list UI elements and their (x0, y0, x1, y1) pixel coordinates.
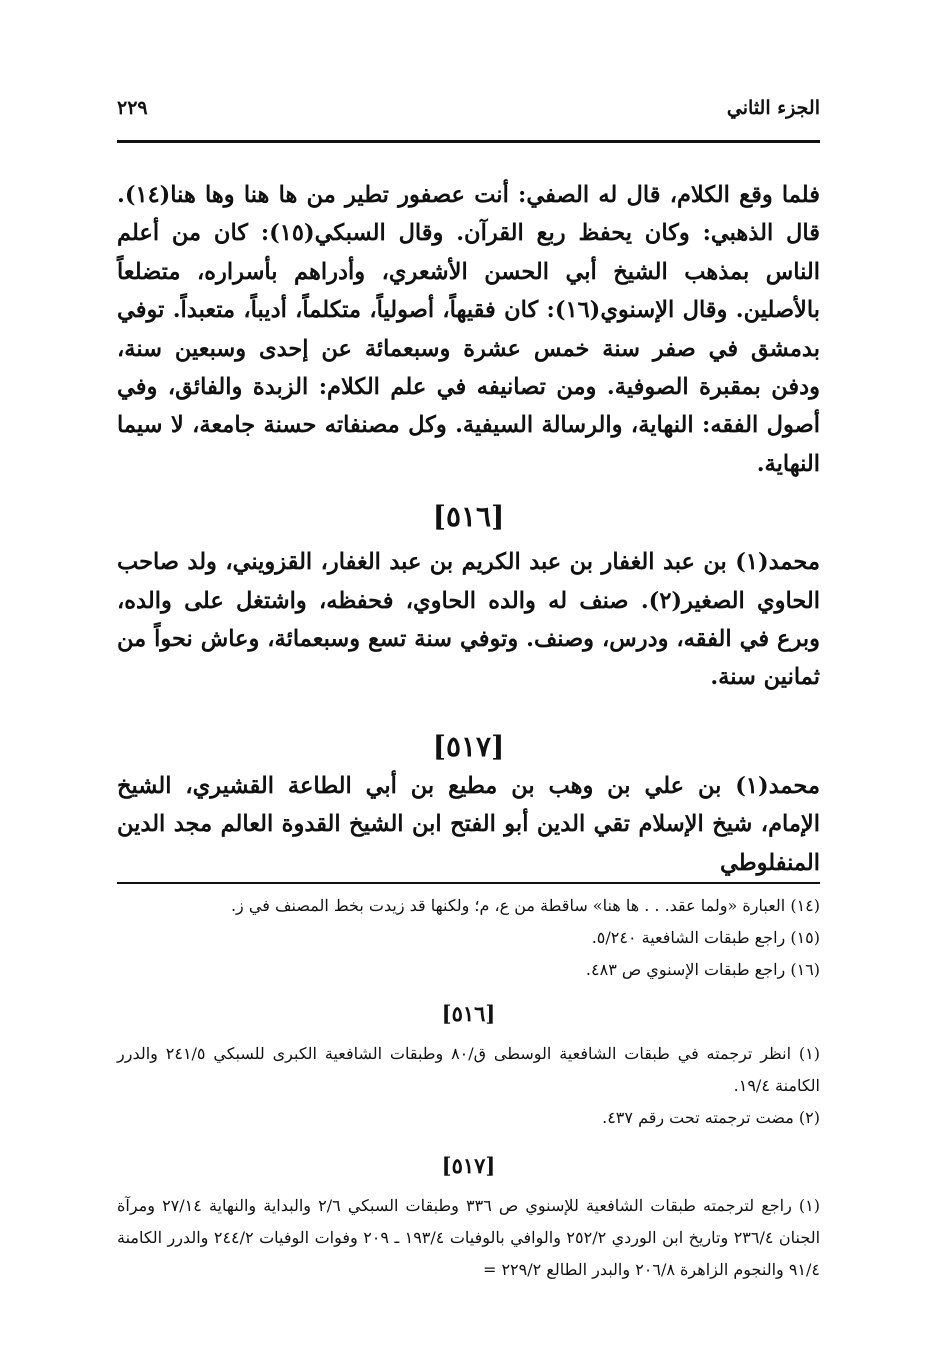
entry-516-text: محمد(١) بن عبد الغفار بن عبد الكريم بن عبد الغفار، القزويني، ولد صاحب الحاوي الصغير(٢). صنف له والده الحاوي، فحفظه، واشتغل على والده، وبرع في الفقه، ودرس، وصنف. وتوفي سنة تسع وسبعمائة، وعاش نحواً من ثمانين سنة. (117, 549, 820, 691)
footnote-516-2: (٢) مضت ترجمته تحت رقم ٤٣٧. (602, 1108, 820, 1127)
footnote-title-517: [٥١٧] (441, 1153, 496, 1178)
footnotes (117, 890, 820, 1286)
entry-516-title: [٥١٦] (432, 500, 505, 534)
footnote-title-516: [٥١٦] (441, 1001, 496, 1026)
entry-517-title: [٥١٧] (432, 729, 505, 763)
footnote-16: (١٦) راجع طبقات الإسنوي ص ٤٨٣. (585, 960, 820, 979)
footnote-517-1: (١) راجع لترجمته طبقات الشافعية للإسنوي ص ٣٣٦ وطبقات السبكي ٢/٦ والبداية والنهاية ٢٧/١٤ ومرآة الجنان ٢٣٦/٤ وتاريخ ابن الوردي ٢٥٢/٢ والوافي بالوفيات ١٩٣/٤ ـ ٢٠٩ وفوات الوفيات ٢٤٤/٢ والدرر الكامنة ٩١/٤ والنجوم الزاهرة ٢٠٦/٨ والبدر الطالع ٢٢٩/٢ = (117, 1196, 821, 1279)
book-page (117, 78, 820, 1318)
footnote-516-1: (١) انظر ترجمته في طبقات الشافعية الوسطى ق/٨٠ وطبقات الشافعية الكبرى للسبكي ٢٤١/٥ والدرر الكامنة ١٩/٤. (117, 1044, 821, 1095)
footnote-15: (١٥) راجع طبقات الشافعية ٥/٢٤٠. (591, 928, 820, 947)
main-text (117, 176, 820, 882)
page-header (117, 78, 820, 138)
running-title: الجزء الثاني (726, 97, 820, 119)
entry-517-text: محمد(١) بن علي بن وهب بن مطيع بن أبي الطاعة القشيري، الشيخ الإمام، شيخ الإسلام تقي الدين أبو الفتح ابن الشيخ القدوة العالم مجد الدين المنفلوطي (117, 772, 820, 876)
paragraph-continuation: فلما وقع الكلام، قال له الصفي: أنت عصفور تطير من ها هنا وها هنا(١٤). قال الذهبي: وكان يحفظ ربع القرآن. وقال السبكي(١٥): كان من أعلم الناس بمذهب الشيخ أبي الحسن الأشعري، وأدراهم بأسراره، متضلعاً بالأصلين. وقال الإسنوي(١٦): كان فقيهاً، أصولياً، متكلماً، أديباً، متعبداً. توفي بدمشق في صفر سنة خمس عشرة وسبعمائة عن إحدى وسبعين سنة، ودفن بمقبرة الصوفية. ومن تصانيفه في علم الكلام: الزبدة والفائق، وفي أصول الفقه: النهاية، والرسالة السيفية. وكل مصنفاته حسنة جامعة، لا سيما النهاية. (117, 182, 820, 477)
header-rule (117, 140, 820, 143)
page-number: ٢٢٩ (117, 97, 148, 119)
footnote-rule (117, 882, 820, 884)
footnote-14: (١٤) العبارة «ولما عقد. . . ها هنا» ساقطة من ع، م؛ ولكنها قد زيدت بخط المصنف في ز. (230, 896, 820, 915)
